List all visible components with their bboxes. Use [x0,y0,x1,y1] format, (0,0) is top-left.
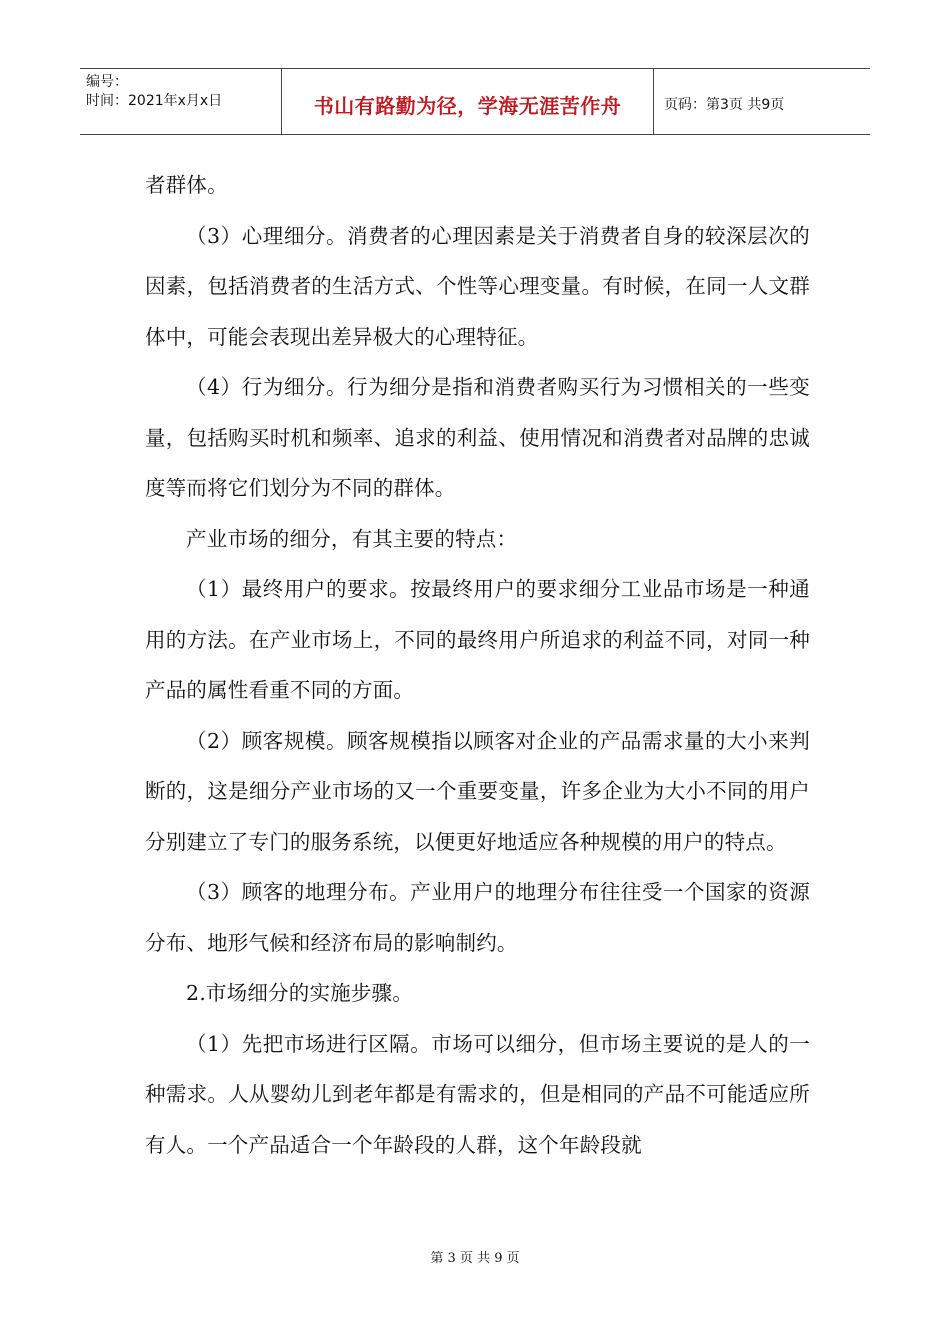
paragraph: （2）顾客规模。顾客规模指以顾客对企业的产品需求量的大小来判断的，这是细分产业市场的又一个重要变量，许多企业为大小不同的用户分别建立了专门的服务系统，以便更好地适应各种规模的用户的特点。 [145,728,810,854]
document-body [145,160,810,1170]
paragraph: （3）心理细分。消费者的心理因素是关于消费者自身的较深层次的因素，包括消费者的生活方式、个性等心理变量。有时候，在同一人文群体中，可能会表现出差异极大的心理特征。 [145,223,810,349]
paragraph: 2.市场细分的实施步骤。 [186,981,413,1005]
header-motto: 书山有路勤为径，学海无涯苦作舟 [282,69,654,134]
page-footer: 第 3 页 共 9 页 [430,1251,520,1266]
header-page-info: 页码：第3页 共9页 [664,96,785,113]
header-meta-cell [80,69,282,134]
paragraph: 产业市场的细分，有其主要的特点： [186,526,518,551]
paragraph: 者群体。 [145,173,228,197]
page-header [80,68,870,135]
paragraph: （3）顾客的地理分布。产业用户的地理分布往往受一个国家的资源分布、地形气候和经济布局的影响制约。 [145,880,810,955]
document-number-label: 编号： [86,74,128,90]
paragraph: （4）行为细分。行为细分是指和消费者购买行为习惯相关的一些变量，包括购买时机和频率、追求的利益、使用情况和消费者对品牌的忠诚度等而将它们划分为不同的群体。 [145,375,810,500]
document-time-label: 时间：2021年x月x日 [86,93,223,109]
paragraph: （1）先把市场进行区隔。市场可以细分，但市场主要说的是人的一种需求。人从婴幼儿到老年都是有需求的，但是相同的产品不可能适应所有人。一个产品适合一个年龄段的人群，这个年龄段就 [145,1031,810,1157]
paragraph: （1）最终用户的要求。按最终用户的要求细分工业品市场是一种通用的方法。在产业市场上，不同的最终用户所追求的利益不同，对同一种产品的属性看重不同的方面。 [145,577,810,702]
